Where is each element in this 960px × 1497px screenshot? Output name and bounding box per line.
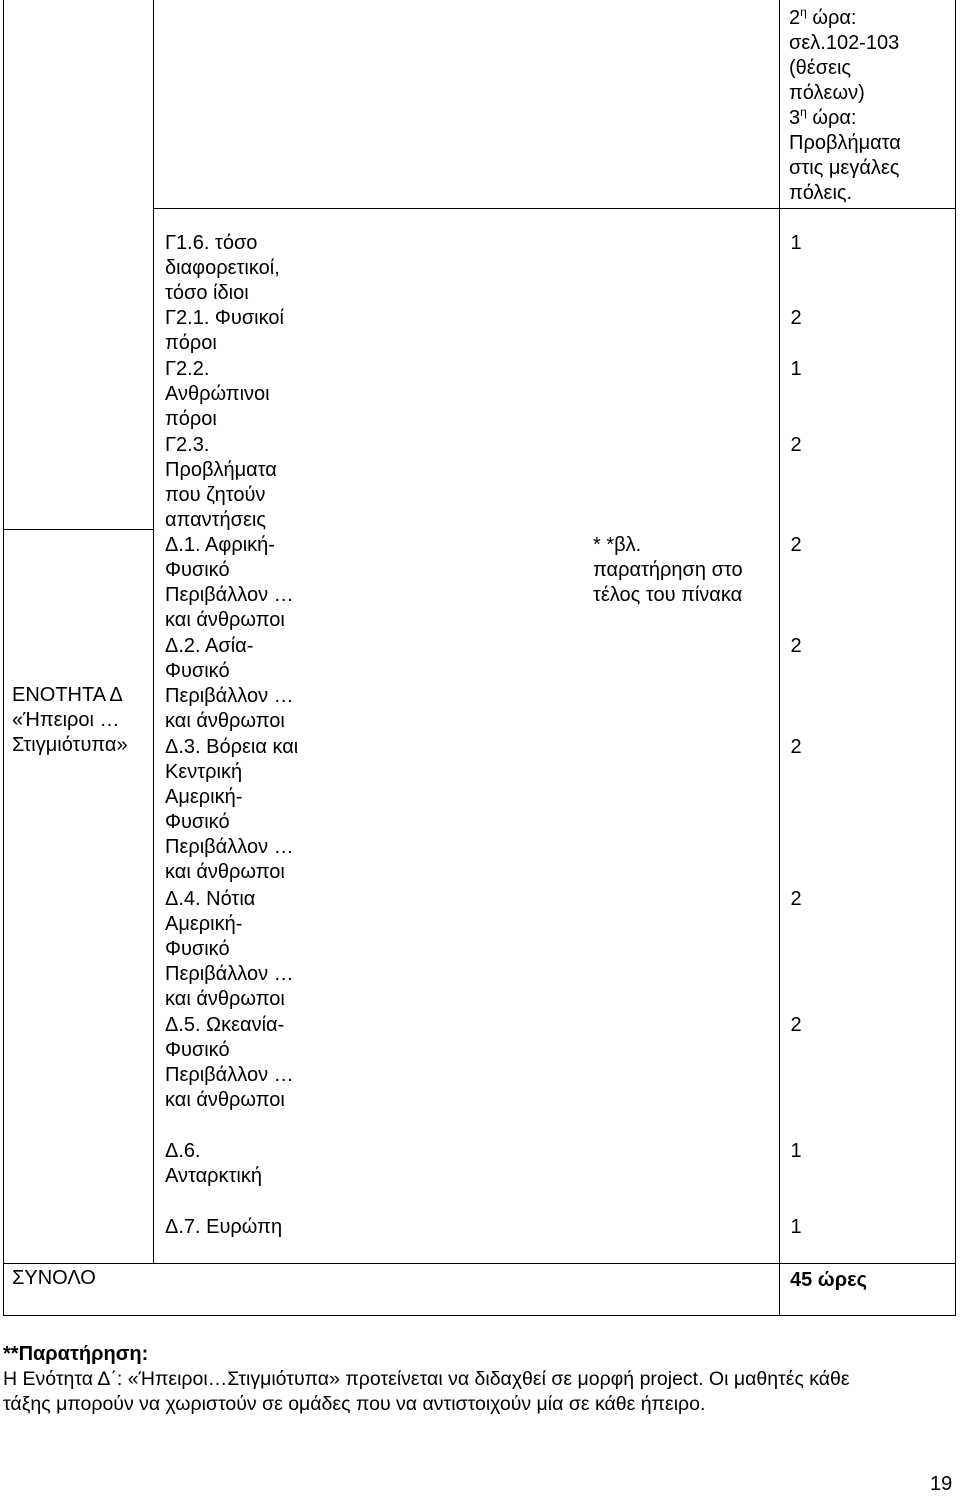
topic-d4-south-america: Δ.4. Νότια Αμερική- Φυσικό Περιβάλλον … και άνθρωποι bbox=[165, 888, 294, 1010]
total-value: 45 ώρες bbox=[790, 1269, 867, 1291]
remark-title: **Παρατήρηση: bbox=[3, 1343, 149, 1365]
hour2-line: σελ.102-103 bbox=[789, 32, 900, 54]
row-rule-total-bottom bbox=[3, 1315, 956, 1316]
unit-label: ΕΝΟΤΗΤΑ Δ «Ήπειροι … Στιγμιότυπα» bbox=[12, 684, 128, 756]
hour3-line: στις μεγάλες bbox=[789, 157, 900, 179]
topic-g2-1: Γ2.1. Φυσικοί πόροι bbox=[165, 307, 284, 354]
hours-cell: 2 bbox=[790, 1014, 802, 1036]
hours-cell: 2 bbox=[790, 736, 802, 758]
hour3-line: Προβλήματα bbox=[789, 132, 901, 154]
hours-cell: 1 bbox=[790, 1140, 802, 1162]
hours-cell: 1 bbox=[790, 358, 802, 380]
observation-note: * *βλ. παρατήρηση στο τέλος του πίνακα bbox=[593, 534, 743, 606]
hour2-heading: $2^\eta$ ώρα: bbox=[789, 5, 857, 29]
row-rule-top-note bbox=[153, 208, 956, 209]
remark-line-1: Η Ενότητα Δ΄: «Ήπειροι…Στιγμιότυπα» προτείνεται να διδαχθεί σε μορφή project. Οι μαθητές κάθε bbox=[3, 1368, 850, 1390]
hour3-heading: $3^\eta$ ώρα: bbox=[789, 105, 857, 129]
page-number: 19 bbox=[930, 1473, 953, 1495]
topic-d3-north-america: Δ.3. Βόρεια και Κεντρική Αμερική- Φυσικό Περιβάλλον … και άνθρωποι bbox=[165, 736, 299, 883]
hour2-line: (θέσεις bbox=[789, 57, 852, 79]
row-rule-section-top bbox=[3, 529, 154, 530]
topic-d1-africa: Δ.1. Αφρική- Φυσικό Περιβάλλον … και άνθρωποι bbox=[165, 534, 294, 631]
topic-g1-6: Γ1.6. τόσο διαφορετικοί, τόσο ίδιοι bbox=[165, 232, 280, 304]
hour3-line: πόλεις. bbox=[789, 182, 853, 204]
remark-line-2: τάξης μπορούν να χωριστούν σε ομάδες που να αντιστοιχούν μία σε κάθε ήπειρο. bbox=[3, 1393, 706, 1415]
table-divider-1 bbox=[153, 0, 154, 1263]
row-rule-total-top bbox=[3, 1263, 956, 1264]
hours-cell: 1 bbox=[790, 1216, 802, 1238]
hour2-line: πόλεων) bbox=[789, 82, 865, 104]
total-label: ΣΥΝΟΛΟ bbox=[12, 1267, 96, 1289]
topic-d5-oceania: Δ.5. Ωκεανία- Φυσικό Περιβάλλον … και άνθρωποι bbox=[165, 1014, 294, 1111]
hours-cell: 2 bbox=[790, 534, 802, 556]
hours-cell: 2 bbox=[790, 307, 802, 329]
table-border-left bbox=[3, 0, 4, 1316]
topic-g2-3: Γ2.3. Προβλήματα που ζητούν απαντήσεις bbox=[165, 434, 277, 531]
topic-d7-europe: Δ.7. Ευρώπη bbox=[165, 1216, 283, 1238]
hours-cell: 2 bbox=[790, 888, 802, 910]
hours-cell: 2 bbox=[790, 434, 802, 456]
table-border-right bbox=[955, 0, 956, 1316]
hours-note bbox=[789, 6, 901, 206]
hours-cell: 1 bbox=[790, 232, 802, 254]
topic-g2-2: Γ2.2. Ανθρώπινοι πόροι bbox=[165, 358, 270, 430]
topic-d6-antarctica: Δ.6. Ανταρκτική bbox=[165, 1140, 263, 1187]
hours-cell: 2 bbox=[790, 635, 802, 657]
topic-d2-asia: Δ.2. Ασία- Φυσικό Περιβάλλον … και άνθρωποι bbox=[165, 635, 294, 732]
